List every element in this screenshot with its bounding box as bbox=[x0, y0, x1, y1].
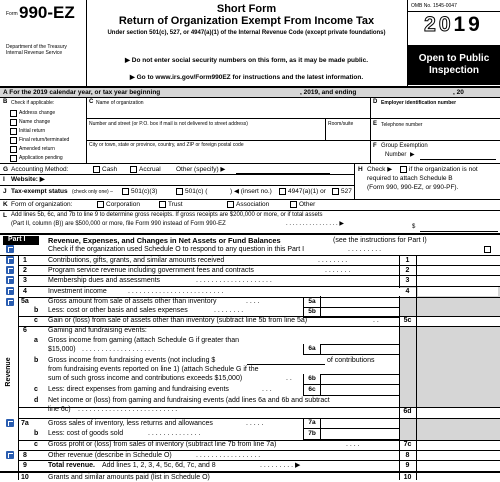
label-telephone: Telephone number bbox=[381, 122, 423, 128]
line10-text: Grants and similar amounts paid (list in Schedule O) bbox=[48, 474, 210, 481]
line6d-box: 6d bbox=[403, 408, 412, 415]
line1-amount-input[interactable] bbox=[418, 256, 498, 265]
option-name-change: Name change bbox=[19, 119, 51, 125]
group-number-input[interactable] bbox=[420, 159, 496, 160]
line4-dots: . . . . . . . . . . . . . . . . . . . . . . . . . bbox=[128, 288, 224, 295]
org-name-input[interactable] bbox=[96, 107, 366, 116]
line1-num: 1 bbox=[23, 257, 27, 264]
section-b-letter: B bbox=[3, 99, 8, 105]
line2-dots: . . . . . . . bbox=[325, 267, 351, 274]
line-k-text: Form of organization: bbox=[11, 201, 73, 208]
option-corporation: Corporation bbox=[106, 201, 140, 208]
part1-check-line: Check if the organization used Schedule O to respond to any question in this Part I bbox=[48, 246, 305, 253]
line6b-dots: . . bbox=[286, 375, 292, 382]
part1-title-tail: (see the instructions for Part I) bbox=[333, 237, 427, 244]
501c-number-input[interactable] bbox=[214, 188, 230, 196]
line6-num: 6 bbox=[23, 327, 27, 334]
line9-amount-input[interactable] bbox=[418, 461, 498, 470]
section-f-letter: F bbox=[373, 143, 377, 149]
line9-text-tail: Add lines 1, 2, 3, 4, 5c, 6d, 7c, and 8 bbox=[102, 462, 216, 469]
line8-box: 8 bbox=[405, 452, 410, 459]
line6c-box: 6c bbox=[303, 385, 321, 396]
option-other: Other bbox=[299, 201, 316, 208]
line6c-amount-input[interactable] bbox=[320, 385, 400, 396]
line5b-box: 5b bbox=[303, 307, 321, 318]
line-h-line2: required to attach Schedule B bbox=[367, 175, 453, 182]
checkbox-final-return[interactable] bbox=[10, 137, 17, 144]
gross-receipts-input[interactable] bbox=[420, 231, 498, 232]
line2-amount-input[interactable] bbox=[418, 266, 498, 275]
line4-num: 4 bbox=[23, 288, 27, 295]
checkbox-cash[interactable] bbox=[93, 166, 100, 173]
label-group-exemption: Group Exemption bbox=[381, 143, 428, 149]
open-public-line1: Open to Public bbox=[418, 53, 490, 64]
line-a-label: A For the 2019 calendar year, or tax year beginning bbox=[3, 89, 161, 96]
help-icon-line2[interactable] bbox=[6, 266, 14, 274]
checkbox-address-change[interactable] bbox=[10, 110, 17, 117]
checkbox-name-change[interactable] bbox=[10, 119, 17, 126]
line5a-text: Gross amount from sale of assets other than inventory bbox=[48, 298, 217, 305]
line-l-dollar: $ bbox=[412, 224, 416, 230]
line9-dots: . . . . . . . . . ▶ bbox=[260, 462, 301, 469]
label-room-suite: Room/suite bbox=[328, 121, 354, 127]
line-l-line1: Add lines 5b, 6c, and 7b to line 9 to determine gross receipts. If gross receipts are $200,000 or more, or if total assets bbox=[11, 212, 323, 218]
line7a-text: Gross sales of inventory, less returns and allowances bbox=[48, 420, 213, 427]
option-4947: 4947(a)(1) or bbox=[288, 188, 326, 195]
line5c-text: Gain or (loss) from sale of assets other than inventory (subtract line 5b from line 5a) bbox=[48, 317, 308, 324]
line-h-text-b: if the organization is not bbox=[409, 166, 478, 173]
option-trust: Trust bbox=[168, 201, 183, 208]
checkbox-schedule-o-part1[interactable] bbox=[484, 246, 491, 253]
line6b-line1: Gross income from fundraising events (not including $ bbox=[48, 357, 216, 364]
omb-number: OMB No. 1545-0047 bbox=[411, 3, 457, 9]
option-527: 527 bbox=[341, 188, 352, 195]
option-accrual: Accrual bbox=[139, 166, 161, 173]
line2-text: Program service revenue including government fees and contracts bbox=[48, 267, 254, 274]
line8-num: 8 bbox=[23, 452, 27, 459]
line5a-num: 5a bbox=[21, 298, 29, 305]
line1-box: 1 bbox=[405, 257, 410, 264]
line7c-amount-input[interactable] bbox=[418, 441, 498, 449]
checkbox-initial-return[interactable] bbox=[10, 128, 17, 135]
line7a-amount-input[interactable] bbox=[320, 418, 400, 429]
line1-dots: . . . . . . . . bbox=[318, 257, 348, 264]
checkbox-other[interactable] bbox=[290, 201, 297, 208]
tax-year bbox=[407, 13, 500, 37]
line4-box: 4 bbox=[399, 288, 416, 297]
section-d-letter: D bbox=[373, 99, 378, 105]
line-g-text: Accounting Method: bbox=[11, 166, 69, 173]
line5a-dots: . . . . bbox=[246, 298, 260, 305]
line6b-amount-input[interactable] bbox=[320, 374, 400, 385]
line-k-letter: K bbox=[3, 201, 8, 208]
line6b-contributions-input[interactable] bbox=[247, 364, 325, 365]
checkbox-4947[interactable] bbox=[279, 188, 286, 195]
label-street: Number and street (or P.O. box if mail is not delivered to street address) bbox=[89, 121, 248, 127]
line-l-dots: . . . . . . . . . . . . . . . . ▶ bbox=[286, 221, 344, 227]
line5c-dots: . . bbox=[373, 317, 379, 324]
line6d-dots: . . . . . . . . . . . . . . . . . . . . . . . . . . bbox=[78, 406, 178, 413]
line6a-line2: $15,000) bbox=[48, 346, 76, 353]
line3-dots: . . . . . . . . . . . . . . . . . . . . bbox=[196, 277, 272, 284]
section-b-title: Check if applicable: bbox=[11, 100, 55, 106]
ein-input[interactable] bbox=[374, 107, 496, 116]
open-public-line2: Inspection bbox=[428, 65, 479, 76]
line7c-text: Gross profit or (loss) from sales of inventory (subtract line 7b from line 7a) bbox=[48, 441, 277, 448]
line7b-num: b bbox=[34, 430, 39, 437]
bullet-website: ▶ Go to www.irs.gov/Form990EZ for instructions and the latest information. bbox=[129, 74, 364, 81]
line5b-text: Less: cost or other basis and sales expenses bbox=[48, 307, 188, 314]
line6b-num: b bbox=[34, 357, 39, 364]
group-number-arrow: ▶ bbox=[410, 152, 415, 158]
line-h-text: Check ▶ bbox=[367, 166, 393, 173]
city-input[interactable] bbox=[89, 150, 366, 159]
line2-num: 2 bbox=[23, 267, 27, 274]
line6b-line3: sum of such gross income and contributions exceeds $15,000) bbox=[48, 375, 243, 382]
option-application-pending: Application pending bbox=[19, 155, 63, 161]
line5c-num: c bbox=[34, 317, 38, 324]
part1-tag bbox=[3, 236, 39, 245]
section-e-letter: E bbox=[373, 121, 378, 127]
option-amended-return: Amended return bbox=[19, 146, 55, 152]
option-other-specify: Other (specify) ▶ bbox=[176, 166, 226, 173]
line6-text: Gaming and fundraising events: bbox=[48, 327, 147, 334]
checkbox-association[interactable] bbox=[227, 201, 234, 208]
line8-text: Other revenue (describe in Schedule O) bbox=[48, 452, 172, 459]
line5b-dots: . . . . . . . . bbox=[214, 307, 244, 314]
line-l-line2: (Part II, column (B)) are $500,000 or more, file Form 990 instead of Form 990-EZ bbox=[11, 221, 226, 227]
revenue-section-label: Revenue bbox=[5, 357, 12, 387]
line9-text: Total revenue. bbox=[48, 462, 95, 469]
line7c-dots: . . . . bbox=[346, 441, 360, 448]
line-h-letter: H bbox=[358, 166, 363, 173]
line6a-line1: Gross income from gaming (attach Schedule G if greater than bbox=[48, 337, 240, 344]
option-501c-insert: ) ◀ (insert no.) bbox=[230, 188, 272, 195]
option-cash: Cash bbox=[102, 166, 118, 173]
line5c-box: 5c bbox=[403, 317, 412, 324]
line-h-line3: (Form 990, 990-EZ, or 990-PF). bbox=[367, 184, 459, 191]
line6b-box: 6b bbox=[303, 374, 321, 385]
line-i-letter: I bbox=[3, 176, 5, 183]
open-to-public-badge bbox=[408, 45, 500, 85]
line6d-num: d bbox=[34, 397, 39, 404]
help-icon-line7a[interactable] bbox=[6, 419, 14, 427]
checkbox-527[interactable] bbox=[332, 188, 339, 195]
line3-text: Membership dues and assessments bbox=[48, 277, 161, 284]
option-address-change: Address change bbox=[19, 110, 56, 116]
help-icon-line5a[interactable] bbox=[6, 298, 14, 306]
website-input[interactable] bbox=[52, 176, 350, 184]
dept-line2: Internal Revenue Service bbox=[6, 50, 63, 56]
line3-amount-input[interactable] bbox=[418, 276, 498, 285]
line6a-box: 6a bbox=[303, 344, 321, 355]
option-initial-return: Initial return bbox=[19, 128, 46, 134]
line-j-text: Tax-exempt status bbox=[11, 188, 68, 195]
dept-line1: Department of the Treasury bbox=[6, 44, 67, 50]
label-city: City or town, state or province, country, and ZIP or foreign postal code bbox=[89, 142, 244, 148]
title-line2: Return of Organization Exempt From Income Tax bbox=[118, 15, 375, 27]
line6b-line2: from fundraising events reported on line 1) (attach Schedule G if the bbox=[48, 366, 259, 373]
line7c-box: 7c bbox=[403, 441, 412, 448]
line5c-amount-input[interactable] bbox=[418, 317, 498, 325]
part1-title: Revenue, Expenses, and Changes in Net Assets or Fund Balances bbox=[48, 236, 281, 245]
line-i-text: Website: ▶ bbox=[11, 176, 45, 183]
form-number: 990-EZ bbox=[19, 3, 75, 22]
line6a-dots: . . . . . . . . . . . . . . . . . . . bbox=[82, 346, 154, 353]
checkbox-trust[interactable] bbox=[159, 201, 166, 208]
line7b-dots: . . . . . . . . . . . . . . bbox=[148, 430, 201, 437]
bullet-ssn: ▶ Do not enter social security numbers on this form, as it may be made public. bbox=[124, 57, 369, 64]
line-l-letter: L bbox=[3, 212, 7, 219]
help-icon-line1[interactable] bbox=[6, 256, 14, 264]
tax-year-prefix: 20 bbox=[424, 13, 454, 36]
line4-text: Investment income bbox=[48, 288, 107, 295]
checkbox-application-pending[interactable] bbox=[10, 155, 17, 162]
line-j-hint: (check only one) – bbox=[72, 189, 113, 195]
line3-box: 3 bbox=[405, 277, 410, 284]
line7a-dots: . . . . . bbox=[246, 420, 264, 427]
line5a-box: 5a bbox=[303, 297, 321, 308]
line10-num: 10 bbox=[21, 474, 29, 481]
line6c-num: c bbox=[34, 386, 38, 393]
section-c-letter: C bbox=[89, 99, 94, 105]
checkbox-accrual[interactable] bbox=[130, 166, 137, 173]
line9-num: 9 bbox=[23, 462, 27, 469]
line7a-num: 7a bbox=[21, 420, 29, 427]
line6c-dots: . . . bbox=[262, 386, 272, 393]
label-group-number: Number bbox=[385, 152, 407, 158]
subtitle: Under section 501(c), 527, or 4947(a)(1) of the Internal Revenue Code (except private foundations) bbox=[107, 30, 386, 36]
line8-dots: . . . . . . . . . . . . . . . . . bbox=[196, 452, 261, 459]
line9-box: 9 bbox=[405, 462, 410, 469]
line6d-amount-input[interactable] bbox=[418, 408, 498, 417]
line6b-line1-tail: of contributions bbox=[327, 357, 375, 364]
checkbox-corporation[interactable] bbox=[97, 201, 104, 208]
line6d-line1: Net income or (loss) from gaming and fundraising events (add lines 6a and 6b and subtract bbox=[48, 397, 330, 404]
line-j-letter: J bbox=[3, 188, 7, 195]
telephone-input[interactable] bbox=[374, 129, 496, 138]
title-line1: Short Form bbox=[216, 3, 277, 15]
checkbox-amended-return[interactable] bbox=[10, 146, 17, 153]
tax-year-suffix: 19 bbox=[453, 13, 483, 36]
line2-box: 2 bbox=[405, 267, 410, 274]
form-prefix: Form bbox=[6, 11, 18, 17]
line6a-amount-input[interactable] bbox=[320, 344, 400, 355]
help-icon-line3[interactable] bbox=[6, 276, 14, 284]
line1-text: Contributions, gifts, grants, and similar amounts received bbox=[48, 257, 225, 264]
line7b-text: Less: cost of goods sold bbox=[48, 430, 124, 437]
line-a-ending: , 2019, and ending bbox=[300, 89, 357, 96]
option-association: Association bbox=[236, 201, 270, 208]
help-icon-line8[interactable] bbox=[6, 451, 14, 459]
help-icon-line4[interactable] bbox=[6, 287, 14, 295]
line-g-letter: G bbox=[3, 166, 9, 173]
line-a-year-end: , 20 bbox=[453, 89, 464, 96]
street-input[interactable] bbox=[89, 128, 321, 137]
option-501c3: 501(c)(3) bbox=[131, 188, 158, 195]
option-final-return: Final return/terminated bbox=[19, 137, 70, 143]
help-icon-part1[interactable] bbox=[6, 245, 14, 253]
line6c-text: Less: direct expenses from gaming and fundraising events bbox=[48, 386, 229, 393]
room-input[interactable] bbox=[328, 128, 366, 137]
line5b-num: b bbox=[34, 307, 39, 314]
checkbox-schedule-b[interactable] bbox=[400, 166, 407, 173]
line7a-box: 7a bbox=[303, 418, 321, 429]
part1-tag-text: Part I bbox=[8, 236, 26, 243]
checkbox-501c[interactable] bbox=[176, 188, 183, 195]
line6a-num: a bbox=[34, 337, 38, 344]
line8-amount-input[interactable] bbox=[418, 451, 498, 460]
line3-num: 3 bbox=[23, 277, 27, 284]
line10-box: 10 bbox=[403, 474, 412, 481]
label-ein: Employer identification number bbox=[381, 100, 457, 106]
line4-amount-input[interactable] bbox=[418, 287, 498, 296]
line7b-box: 7b bbox=[303, 429, 321, 440]
checkbox-501c3[interactable] bbox=[122, 188, 129, 195]
part1-check-dots: . . . . . . . . . bbox=[348, 246, 382, 253]
line7c-num: c bbox=[34, 441, 38, 448]
line6d-line2: line 6c) bbox=[48, 406, 71, 413]
label-org-name: Name of organization bbox=[96, 100, 144, 106]
option-501c: 501(c) ( bbox=[185, 188, 208, 195]
line7b-amount-input[interactable] bbox=[320, 429, 400, 440]
